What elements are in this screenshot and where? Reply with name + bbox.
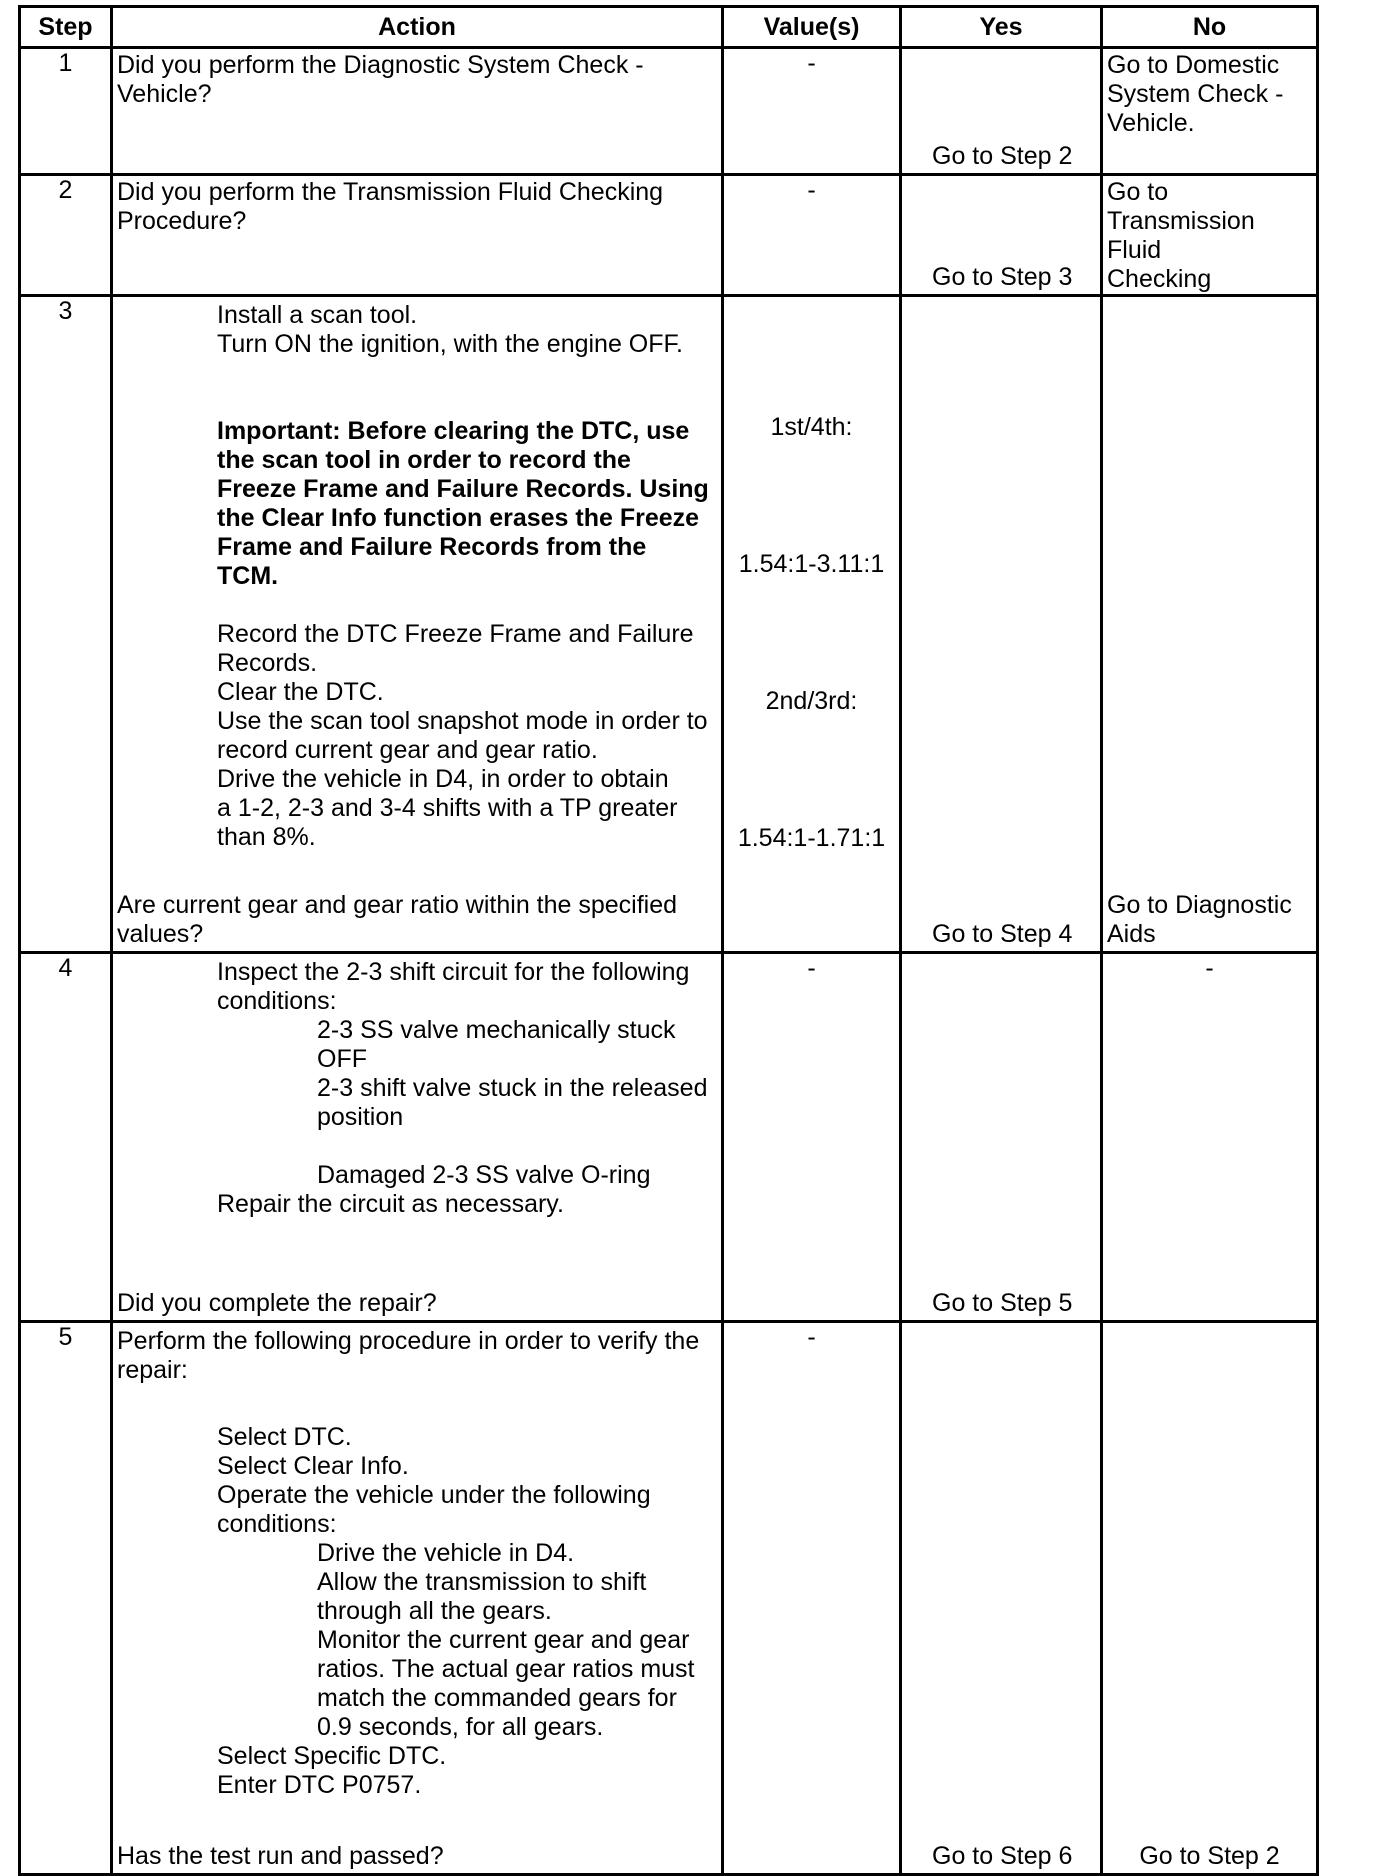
table-row — [20, 48, 1318, 175]
table-row — [20, 1322, 1318, 1875]
no-cell — [1102, 48, 1318, 175]
value-cell: - — [723, 48, 901, 175]
action-step: Select DTC. — [217, 1423, 352, 1451]
step-number: 1 — [20, 48, 112, 175]
value-range: 1.54:1-3.11:1 — [738, 550, 885, 578]
action-cell — [112, 296, 723, 953]
no-link[interactable]: Go to Diagnostic Aids — [1107, 891, 1292, 948]
header-step: Step — [20, 7, 112, 48]
yes-cell — [901, 296, 1102, 953]
condition-item: 2-3 SS valve mechanically stuck OFF — [317, 1016, 676, 1073]
value-cell — [723, 296, 901, 953]
action-step: Select Clear Info. — [217, 1452, 409, 1480]
condition-item: Drive the vehicle in D4. — [317, 1539, 575, 1567]
no-cell — [1102, 175, 1318, 296]
yes-link[interactable]: Go to Step 3 — [932, 263, 1073, 291]
action-question: Did you perform the Transmission Fluid Checking Procedure? — [117, 178, 664, 235]
action-step: Clear the DTC. — [217, 678, 384, 706]
action-cell — [112, 1322, 723, 1875]
header-yes: Yes — [901, 7, 1102, 48]
value-cell: - — [723, 175, 901, 296]
action-step: Enter DTC P0757. — [217, 1771, 422, 1799]
step-number: 2 — [20, 175, 112, 296]
action-step: Use the scan tool snapshot mode in order to record current gear and gear ratio. — [217, 707, 708, 764]
action-question: Has the test run and passed? — [117, 1842, 444, 1870]
action-repair: Repair the circuit as necessary. — [217, 1190, 564, 1218]
action-cell — [112, 953, 723, 1322]
no-cell: - — [1102, 953, 1318, 1322]
value-cell: - — [723, 1322, 901, 1875]
yes-link[interactable]: Go to Step 4 — [932, 920, 1073, 948]
action-step: Turn ON the ignition, with the engine OFF. — [217, 330, 683, 358]
step-number: 4 — [20, 953, 112, 1322]
yes-cell — [901, 1322, 1102, 1875]
diagnostic-table — [18, 5, 1319, 1876]
value-cell: - — [723, 953, 901, 1322]
yes-cell — [901, 953, 1102, 1322]
important-note: Important: Before clearing the DTC, use the scan tool in order to record the Freeze Frame and Failure Records. Using the Clear Info function erases the Freeze Frame and Failure Records from the TCM. — [217, 417, 709, 590]
action-question: Are current gear and gear ratio within the specified values? — [117, 891, 678, 948]
step-number: 5 — [20, 1322, 112, 1875]
condition-item: Allow the transmission to shift through all the gears. — [317, 1568, 647, 1625]
header-values: Value(s) — [723, 7, 901, 48]
step-number: 3 — [20, 296, 112, 953]
action-step: Operate the vehicle under the following conditions: — [217, 1481, 651, 1538]
table-row — [20, 953, 1318, 1322]
header-action: Action — [112, 7, 723, 48]
value-range: 1.54:1-1.71:1 — [737, 824, 886, 852]
action-step: Record the DTC Freeze Frame and Failure Records. — [217, 620, 694, 677]
yes-link[interactable]: Go to Step 2 — [932, 142, 1073, 170]
condition-item: 2-3 shift valve stuck in the released position — [317, 1074, 708, 1131]
no-cell — [1102, 296, 1318, 953]
yes-cell — [901, 48, 1102, 175]
header-row — [20, 7, 1318, 48]
action-cell — [112, 48, 723, 175]
action-intro: Inspect the 2-3 shift circuit for the following conditions: — [217, 958, 690, 1015]
action-step: Select Specific DTC. — [217, 1742, 447, 1770]
no-link[interactable]: Go to Step 2 — [1139, 1842, 1280, 1870]
yes-link[interactable]: Go to Step 5 — [932, 1289, 1073, 1317]
no-link[interactable]: Go to Domestic System Check - Vehicle. — [1107, 51, 1284, 137]
yes-cell — [901, 175, 1102, 296]
action-step: Install a scan tool. — [217, 301, 418, 329]
value-label: 2nd/3rd: — [765, 687, 858, 715]
no-link[interactable]: Go to Transmission Fluid Checking — [1107, 178, 1255, 293]
table-row — [20, 175, 1318, 296]
action-cell — [112, 175, 723, 296]
table-row — [20, 296, 1318, 953]
value-label: 1st/4th: — [770, 413, 853, 441]
yes-link[interactable]: Go to Step 6 — [932, 1842, 1073, 1870]
no-cell — [1102, 1322, 1318, 1875]
action-question: Did you perform the Diagnostic System Check - Vehicle? — [117, 51, 644, 108]
action-step: Drive the vehicle in D4, in order to obtain a 1-2, 2-3 and 3-4 shifts with a TP greater than 8%. — [217, 765, 678, 851]
action-question: Did you complete the repair? — [117, 1289, 437, 1317]
condition-item: Damaged 2-3 SS valve O-ring — [317, 1161, 651, 1189]
action-intro: Perform the following procedure in order to verify the repair: — [117, 1327, 700, 1384]
header-no: No — [1102, 7, 1318, 48]
condition-item: Monitor the current gear and gear ratios. The actual gear ratios must match the commanded gears for 0.9 seconds, for all gears. — [317, 1626, 695, 1741]
